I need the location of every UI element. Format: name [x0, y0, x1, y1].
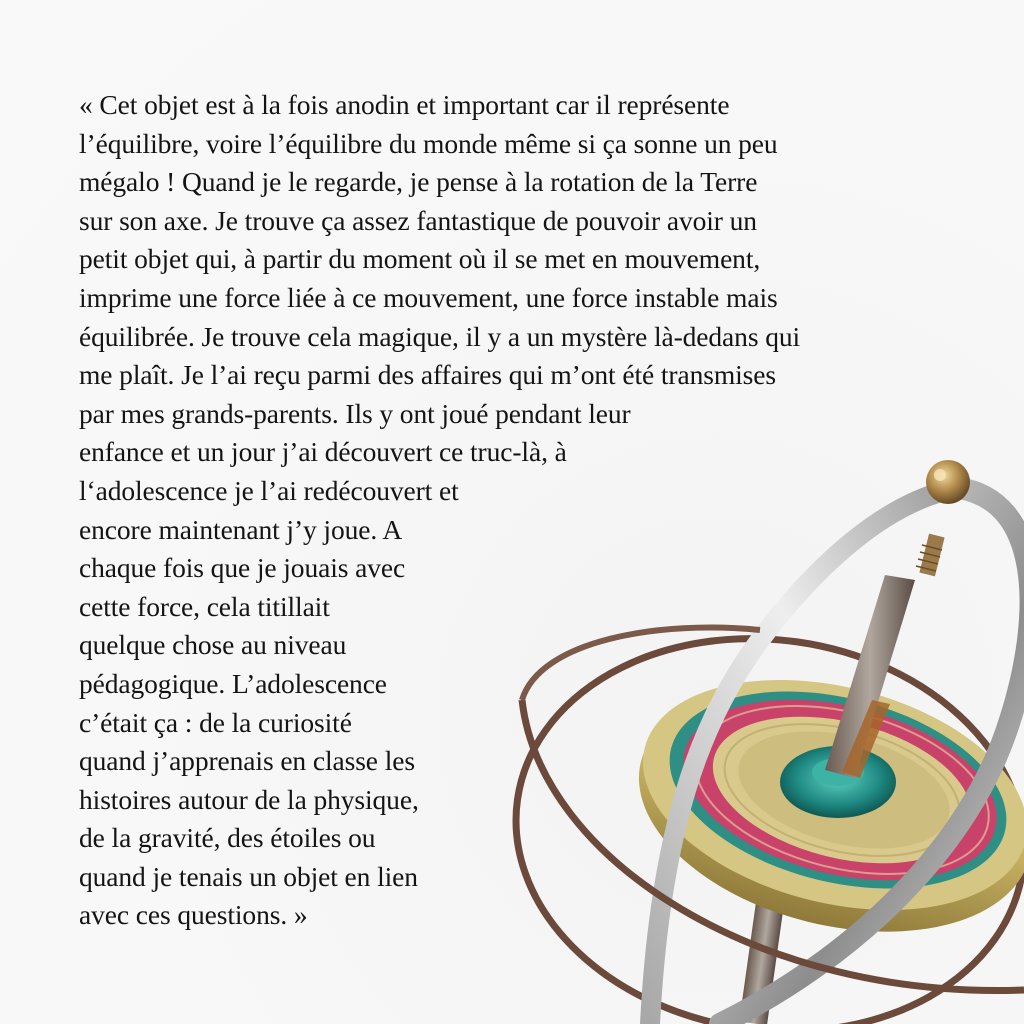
quote-line: enfance et un jour j’ai découvert ce truc-là, à	[79, 436, 567, 468]
knob-highlight	[934, 469, 946, 481]
quote-line: pédagogique. L’adolescence	[79, 667, 387, 699]
quote-line: chaque fois que je jouais avec	[79, 552, 406, 584]
brass-knob	[926, 460, 970, 504]
quote-line: c’était ça : de la curiosité	[79, 706, 352, 738]
quote-line: l’équilibre, voire l’équilibre du monde même si ça sonne un peu	[79, 127, 778, 159]
quote-line: petit objet qui, à partir du moment où il se met en mouvement,	[79, 243, 761, 275]
quote-line: « Cet objet est à la fois anodin et important car il représente	[79, 89, 730, 120]
quote-line: l‘adolescence je l’ai redécouvert et	[79, 474, 459, 506]
gyroscope-photo	[500, 440, 1024, 1024]
quote-line: avec ces questions. »	[79, 899, 308, 931]
quote-line: équilibrée. Je trouve cela magique, il y a un mystère là-dedans qui	[79, 320, 801, 352]
quote-line: de la gravité, des étoiles ou	[79, 822, 376, 854]
quote-line: quand je tenais un objet en lien	[79, 860, 418, 892]
quote-line: quelque chose au niveau	[79, 629, 347, 661]
quote-line: cette force, cela titillait	[79, 590, 330, 622]
quote-line: me plaît. Je l’ai reçu parmi des affaires qui m’ont été transmises	[79, 359, 776, 391]
quote-line: mégalo ! Quand je le regarde, je pense à la rotation de la Terre	[79, 166, 758, 198]
quote-line: sur son axe. Je trouve ça assez fantastique de pouvoir avoir un	[79, 204, 757, 236]
quote-line: histoires autour de la physique,	[79, 783, 419, 815]
quote-line: imprime une force liée à ce mouvement, une force instable mais	[79, 281, 778, 313]
quote-line: quand j’apprenais en classe les	[79, 745, 415, 777]
quote-line: par mes grands-parents. Ils y ont joué pendant leur	[79, 397, 631, 429]
quote-line: encore maintenant j’y joue. A	[79, 513, 403, 545]
